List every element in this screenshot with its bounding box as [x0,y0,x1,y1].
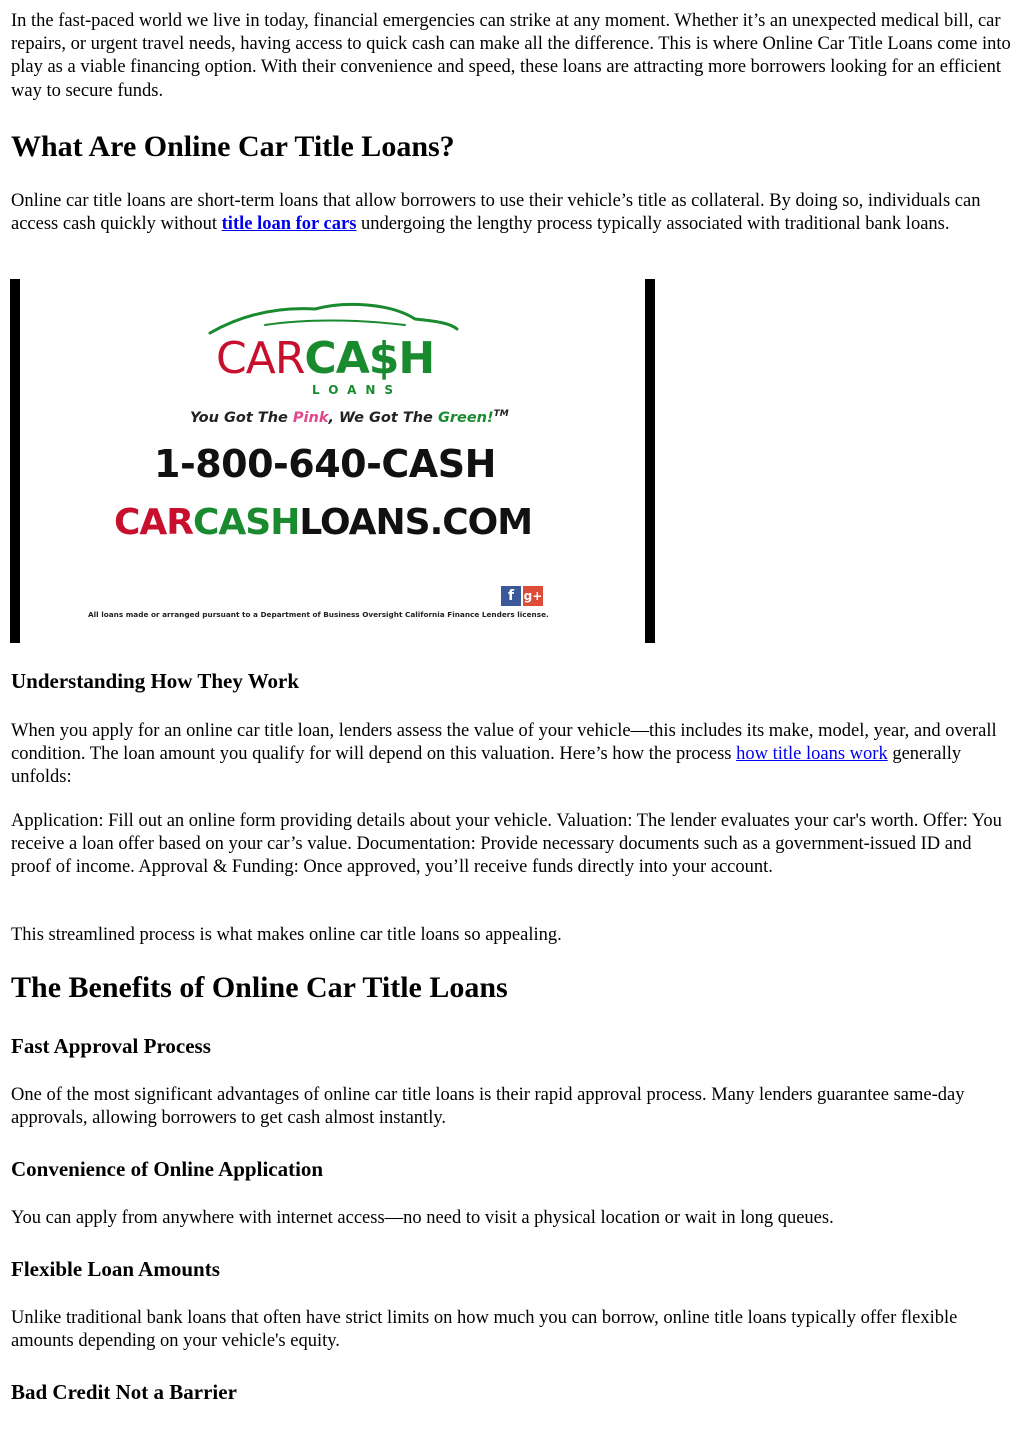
facebook-icon: f [501,586,521,606]
heading-bad-credit: Bad Credit Not a Barrier [11,1380,237,1404]
heading-what-are: What Are Online Car Title Loans? [11,130,455,163]
heading-benefits: The Benefits of Online Car Title Loans [11,971,508,1004]
ad-website [114,502,532,543]
how-work-text-end: generally unfolds: [11,744,962,788]
brand-car-text: CAR [216,333,305,384]
tagline-mid: , We Got The [328,409,438,426]
how-work-text-start: When you apply for an online car title loan, lenders assess the value of your vehicle—this includes its make, model, year, and overall condition. The loan amount you qualify for will depend on this valuation. Here’s how the process [11,721,997,765]
google-plus-icon: g+ [523,586,543,606]
process-summary-paragraph: This streamlined process is what makes online car title loans so appealing. [11,925,562,945]
ad-brand-logo [216,334,434,384]
what-are-paragraph [11,190,1013,236]
tagline-pink: Pink [292,409,329,426]
how-they-work-paragraph [11,720,1013,790]
brand-loans-text: LOANS [312,383,403,397]
tagline-start: You Got The [190,409,293,426]
convenience-paragraph: You can apply from anywhere with internet access—no need to visit a physical location or wait in long queues. [11,1208,834,1228]
flexible-amounts-paragraph: Unlike traditional bank loans that often have strict limits on how much you can borrow, online title loans typically offer flexible amounts depending on your vehicle's equity. [11,1308,958,1352]
ad-left-border [10,279,20,643]
site-cash-text: CASH [193,502,300,543]
process-steps-paragraph: Application: Fill out an online form providing details about your vehicle. Valuation: The lender evaluates your car's worth. Offer: You receive a loan offer based on your car’s value. Documentation: Provide necessary documents such as a government-issued ID and proof of income. Approval & Funding: Once approved, you’ll receive funds directly into your account. [11,811,1002,878]
brand-cash-text: CA$H [304,333,435,384]
ad-disclaimer: All loans made or arranged pursuant to a Department of Business Oversight California Finance Lenders license. [88,610,549,619]
heading-flexible-amounts: Flexible Loan Amounts [11,1257,220,1281]
intro-paragraph: In the fast-paced world we live in today, financial emergencies can strike at any moment. Whether it’s an unexpected medical bill, car repairs, or urgent travel needs, having access to quick cash can make all the difference. This is where Online Car Title Loans come into play as a viable financing option. With their convenience and speed, these loans are attracting more borrowers looking for an efficient way to secure funds. [11,11,1011,101]
fast-approval-paragraph: One of the most significant advantages of online car title loans is their rapid approval process. Many lenders guarantee same-day approvals, allowing borrowers to get cash almost instantly. [11,1085,965,1129]
tagline-trademark: TM [493,409,509,419]
ad-social-icons [501,586,543,606]
what-are-text-end: undergoing the lengthy process typically associated with traditional bank loans. [356,214,950,235]
title-loan-for-cars-link[interactable]: title loan for cars [221,214,357,235]
heading-convenience: Convenience of Online Application [11,1157,324,1181]
ad-right-border [645,279,655,643]
what-are-text-start: Online car title loans are short-term loans that allow borrowers to use their vehicle’s title as collateral. By doing so, individuals can access cash quickly without [11,191,981,235]
heading-fast-approval: Fast Approval Process [11,1034,211,1058]
tagline-green: Green! [437,409,494,426]
site-rest-text: LOANS.COM [299,502,533,543]
site-car-text: CAR [114,502,194,543]
ad-tagline [190,409,509,426]
car-cash-loans-ad-image [10,279,655,643]
heading-how-they-work: Understanding How They Work [11,669,300,693]
ad-phone-number: 1-800-640-CASH [154,442,496,486]
how-title-loans-work-link[interactable]: how title loans work [736,744,888,765]
